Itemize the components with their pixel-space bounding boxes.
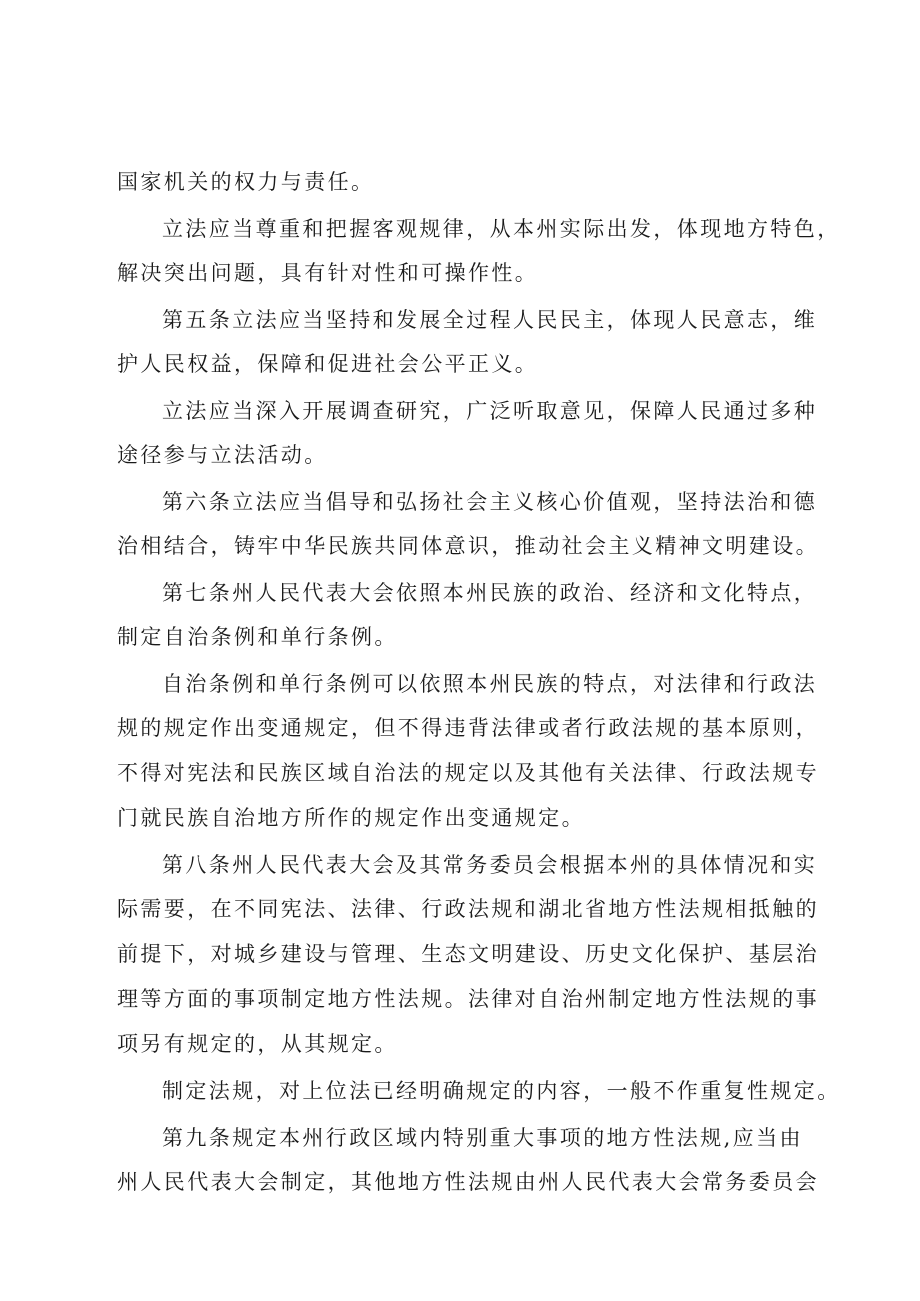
text-line-11: 制定自治条例和单行条例。 [117,625,398,649]
text-line-14: 不得对宪法和民族区域自治法的规定以及其他有关法律、行政法规专 [117,761,819,785]
text-line-4: 第五条立法应当坚持和发展全过程人民民主，体现人民意志，维 [162,308,818,332]
text-line-20: 项另有规定的，从其规定。 [117,1032,398,1056]
text-line-18: 前提下，对城乡建设与管理、生态文明建设、历史文化保护、基层治 [117,942,819,966]
text-line-22: 第九条规定本州行政区域内特别重大事项的地方性法规,应当由 [162,1126,803,1150]
text-line-21: 制定法规，对上位法已经明确规定的内容，一般不作重复性规定。 [162,1079,841,1103]
text-line-10: 第七条州人民代表大会依照本州民族的政治、经济和文化特点， [162,581,818,605]
text-line-16: 第八条州人民代表大会及其常务委员会根据本州的具体情况和实 [162,853,818,877]
text-line-12: 自治条例和单行条例可以依照本州民族的特点，对法律和行政法 [162,672,818,696]
text-line-15: 门就民族自治地方所作的规定作出变通规定。 [117,806,585,830]
text-line-5: 护人民权益，保障和促进社会公平正义。 [117,352,539,376]
text-line-1: 国家机关的权力与责任。 [117,170,375,194]
text-line-19: 理等方面的事项制定地方性法规。法律对自治州制定地方性法规的事 [117,987,819,1011]
text-line-9: 治相结合，铸牢中华民族共同体意识，推动社会主义精神文明建设。 [117,534,819,558]
text-line-3: 解决突出问题，具有针对性和可操作性。 [117,261,539,285]
text-line-8: 第六条立法应当倡导和弘扬社会主义核心价值观，坚持法治和德 [162,490,818,514]
text-line-17: 际需要，在不同宪法、法律、行政法规和湖北省地方性法规相抵触的 [117,897,819,921]
text-line-13: 规的规定作出变通规定，但不得违背法律或者行政法规的基本原则， [117,716,819,740]
text-line-2: 立法应当尊重和把握客观规律，从本州实际出发，体现地方特色， [162,217,841,241]
text-line-23: 州人民代表大会制定，其他地方性法规由州人民代表大会常务委员会 [117,1170,819,1194]
text-line-6: 立法应当深入开展调查研究，广泛听取意见，保障人民通过多种 [162,399,818,423]
text-line-7: 途径参与立法活动。 [117,443,328,467]
